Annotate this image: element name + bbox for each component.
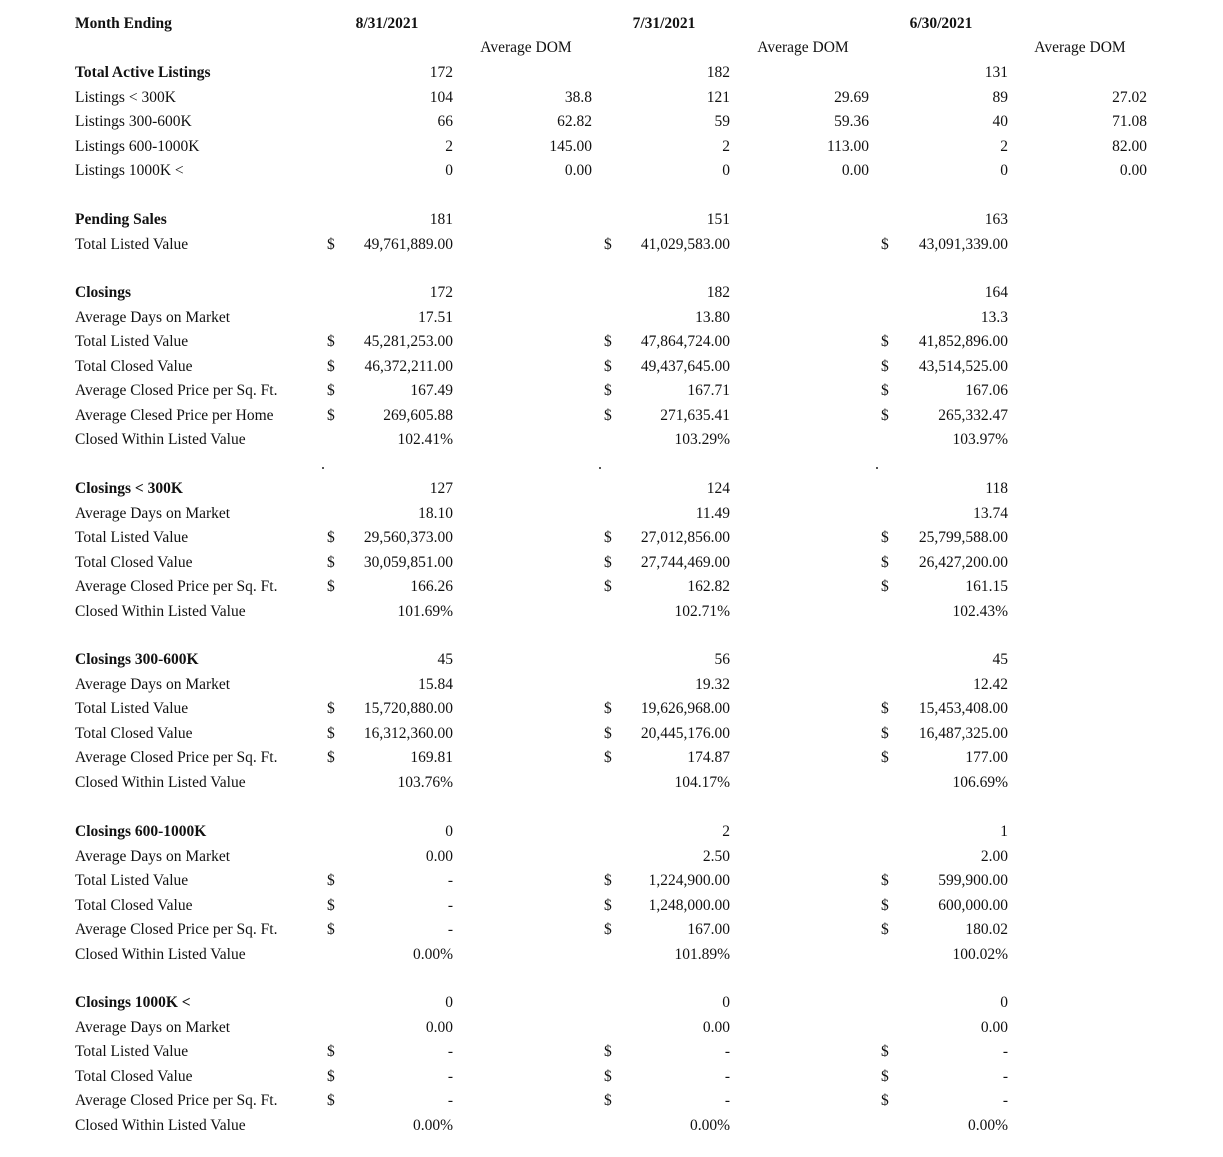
row-label: Closed Within Listed Value (75, 602, 246, 620)
currency-symbol: $ (604, 1043, 612, 1060)
value-cell: 15.84 (418, 675, 453, 693)
value-cell: 66 (437, 113, 453, 130)
value-cell: 15,720,880.00 (363, 700, 453, 717)
avg-dom-cell: 27.02 (1112, 88, 1147, 106)
value-cell: 118 (985, 480, 1008, 497)
currency-symbol: $ (604, 529, 612, 546)
month-header-2: 7/31/2021 (632, 15, 696, 32)
row-label: Average Clesed Price per Home (75, 406, 274, 424)
value-cell: 19,626,968.00 (640, 700, 730, 717)
currency-symbol: $ (604, 1067, 612, 1085)
value-cell: 167.06 (965, 382, 1008, 399)
currency-symbol: $ (327, 724, 335, 742)
currency-symbol: $ (327, 357, 335, 375)
row-label: Total Listed Value (75, 1043, 189, 1060)
currency-symbol: $ (604, 235, 612, 253)
value-cell: 0 (1000, 162, 1008, 179)
section-heading: Closings (75, 284, 131, 301)
value-cell: 13.74 (973, 504, 1008, 522)
currency-symbol: $ (604, 872, 612, 889)
value-cell: 0 (722, 162, 730, 179)
value-cell: 101.89% (674, 945, 730, 963)
currency-symbol: $ (881, 1067, 889, 1085)
currency-symbol: $ (881, 406, 889, 424)
value-cell: 172 (429, 64, 453, 81)
value-cell: 102.43% (952, 602, 1008, 620)
value-cell: 180.02 (965, 921, 1008, 938)
value-cell: 19.32 (695, 675, 730, 693)
currency-symbol: $ (604, 357, 612, 375)
value-cell: 169.81 (410, 749, 453, 766)
value-cell: 18.10 (418, 504, 453, 522)
currency-symbol: $ (327, 578, 335, 595)
value-cell: 12.42 (973, 675, 1008, 693)
value-cell: 2 (722, 137, 730, 155)
currency-symbol: $ (327, 235, 335, 253)
currency-symbol: $ (327, 529, 335, 546)
currency-symbol: $ (881, 529, 889, 546)
value-cell: 2.50 (702, 847, 730, 865)
value-cell: 103.97% (952, 431, 1008, 448)
row-label: Average Days on Market (75, 675, 231, 693)
currency-symbol: $ (327, 749, 335, 766)
currency-symbol: $ (604, 700, 612, 717)
section-heading: Closings 300-600K (75, 651, 199, 668)
row-label: Average Days on Market (75, 1018, 231, 1036)
value-cell: 265,332.47 (938, 406, 1008, 424)
row-label: Average Days on Market (75, 847, 231, 865)
currency-symbol: $ (604, 578, 612, 595)
avg-dom-cell: 62.82 (557, 113, 592, 130)
value-cell: 182 (706, 64, 730, 81)
currency-symbol: $ (327, 1092, 335, 1109)
row-label: Average Closed Price per Sq. Ft. (75, 382, 278, 399)
value-cell: 2 (1000, 137, 1008, 155)
value-cell: 41,029,583.00 (640, 235, 730, 253)
avg-dom-cell: 59.36 (834, 113, 869, 130)
avg-dom-cell: 29.69 (834, 88, 869, 106)
currency-symbol: $ (604, 406, 612, 424)
value-cell: - (447, 1067, 453, 1085)
month-header-1: 8/31/2021 (355, 15, 419, 32)
value-cell: 0.00 (702, 1018, 730, 1036)
row-label: Average Closed Price per Sq. Ft. (75, 1092, 278, 1109)
currency-symbol: $ (604, 333, 612, 350)
currency-symbol: $ (881, 357, 889, 375)
value-cell: - (724, 1092, 730, 1109)
currency-symbol: $ (881, 1092, 889, 1109)
value-cell: - (447, 872, 453, 889)
section-heading: Pending Sales (75, 211, 167, 228)
currency-symbol: $ (604, 749, 612, 766)
value-cell: 17.51 (418, 308, 453, 326)
currency-symbol: $ (327, 700, 335, 717)
value-cell: 1 (1000, 823, 1008, 840)
value-cell: 59 (714, 113, 730, 130)
value-cell: 26,427,200.00 (918, 553, 1008, 571)
value-cell: 45,281,253.00 (363, 333, 453, 350)
value-cell: 11.49 (695, 504, 730, 522)
row-label: Total Listed Value (75, 700, 189, 717)
row-label: Total Closed Value (75, 357, 193, 375)
value-cell: - (1002, 1067, 1008, 1085)
currency-symbol: $ (604, 724, 612, 742)
value-cell: 43,514,525.00 (918, 357, 1008, 375)
value-cell: 43,091,339.00 (918, 235, 1008, 253)
value-cell: 30,059,851.00 (363, 553, 453, 571)
value-cell: 0.00% (689, 1116, 730, 1134)
row-label: Closed Within Listed Value (75, 945, 246, 963)
value-cell: - (447, 1092, 453, 1109)
value-cell: 49,761,889.00 (363, 235, 453, 253)
value-cell: 46,372,211.00 (364, 357, 453, 375)
avg-dom-header-2: Average DOM (757, 39, 849, 56)
value-cell: 167.49 (410, 382, 453, 399)
value-cell: 0 (445, 162, 453, 179)
value-cell: 600,000.00 (938, 896, 1008, 914)
row-label: Average Days on Market (75, 504, 231, 522)
currency-symbol: $ (881, 333, 889, 350)
value-cell: 13.3 (980, 308, 1008, 326)
row-label: Average Days on Market (75, 308, 231, 326)
currency-symbol: $ (604, 921, 612, 938)
avg-dom-cell: 145.00 (549, 137, 592, 155)
value-cell: 151 (706, 211, 730, 228)
value-cell: - (1002, 1043, 1008, 1060)
currency-symbol: $ (881, 382, 889, 399)
avg-dom-header-3: Average DOM (1034, 39, 1126, 56)
value-cell: 101.69% (397, 602, 453, 620)
row-label: Closed Within Listed Value (75, 1116, 246, 1134)
currency-symbol: $ (327, 1043, 335, 1060)
row-label: Closed Within Listed Value (75, 773, 246, 791)
value-cell: 102.71% (674, 602, 730, 620)
month-ending-label: Month Ending (75, 15, 172, 32)
value-cell: 106.69% (952, 773, 1008, 791)
value-cell: 174.87 (687, 749, 730, 766)
currency-symbol: $ (881, 749, 889, 766)
avg-dom-cell: 0.00 (564, 162, 592, 179)
currency-symbol: $ (881, 235, 889, 253)
stray-mark (599, 467, 601, 469)
avg-dom-cell: 113.00 (826, 137, 869, 155)
month-header-3: 6/30/2021 (909, 15, 973, 32)
value-cell: 103.29% (674, 431, 730, 448)
value-cell: 47,864,724.00 (640, 333, 730, 350)
value-cell: 1,248,000.00 (648, 896, 730, 914)
value-cell: 166.26 (410, 578, 453, 595)
avg-dom-cell: 0.00 (841, 162, 869, 179)
value-cell: - (724, 1067, 730, 1085)
value-cell: - (1002, 1092, 1008, 1109)
value-cell: 2.00 (980, 847, 1008, 865)
currency-symbol: $ (327, 553, 335, 571)
value-cell: 177.00 (965, 749, 1008, 766)
currency-symbol: $ (881, 700, 889, 717)
value-cell: 163 (984, 211, 1008, 228)
value-cell: 45 (437, 651, 453, 668)
currency-symbol: $ (881, 896, 889, 914)
currency-symbol: $ (881, 578, 889, 595)
value-cell: 103.76% (397, 773, 453, 791)
row-label: Listings 300-600K (75, 113, 192, 130)
currency-symbol: $ (881, 872, 889, 889)
value-cell: 25,799,588.00 (918, 529, 1008, 546)
section-heading: Closings < 300K (75, 480, 183, 497)
value-cell: 0 (1000, 994, 1008, 1011)
value-cell: 167.00 (687, 921, 730, 938)
row-label: Total Listed Value (75, 333, 189, 350)
row-label: Total Listed Value (75, 872, 189, 889)
value-cell: 0 (445, 994, 453, 1011)
row-label: Total Closed Value (75, 724, 193, 742)
avg-dom-cell: 38.8 (564, 88, 592, 106)
value-cell: 167.71 (687, 382, 730, 399)
value-cell: 269,605.88 (383, 406, 453, 424)
value-cell: 27,744,469.00 (640, 553, 730, 571)
value-cell: 20,445,176.00 (640, 724, 730, 742)
value-cell: 0.00% (412, 1116, 453, 1134)
value-cell: 29,560,373.00 (363, 529, 453, 546)
value-cell: 164 (984, 284, 1008, 301)
row-label: Total Closed Value (75, 896, 193, 914)
avg-dom-cell: 82.00 (1112, 137, 1147, 155)
row-label: Average Closed Price per Sq. Ft. (75, 578, 278, 595)
value-cell: 162.82 (687, 578, 730, 595)
value-cell: 0 (722, 994, 730, 1011)
value-cell: 27,012,856.00 (640, 529, 730, 546)
value-cell: 2 (445, 137, 453, 155)
value-cell: 45 (992, 651, 1008, 668)
value-cell: 127 (429, 480, 453, 497)
value-cell: 124 (706, 480, 730, 497)
value-cell: - (447, 896, 453, 914)
value-cell: 1,224,900.00 (648, 872, 730, 889)
currency-symbol: $ (881, 1043, 889, 1060)
value-cell: 49,437,645.00 (640, 357, 730, 375)
value-cell: 89 (992, 88, 1008, 106)
value-cell: 0 (445, 823, 453, 840)
value-cell: 182 (706, 284, 730, 301)
section-heading: Closings 1000K < (75, 994, 191, 1011)
value-cell: 131 (984, 64, 1008, 81)
currency-symbol: $ (327, 872, 335, 889)
value-cell: 100.02% (952, 945, 1008, 963)
currency-symbol: $ (327, 406, 335, 424)
avg-dom-cell: 71.08 (1112, 113, 1147, 130)
value-cell: 2 (722, 823, 730, 840)
stray-mark (876, 467, 878, 469)
currency-symbol: $ (881, 724, 889, 742)
row-label: Total Listed Value (75, 529, 189, 546)
value-cell: 181 (429, 211, 453, 228)
currency-symbol: $ (604, 896, 612, 914)
value-cell: 0.00 (425, 1018, 453, 1036)
row-label: Closed Within Listed Value (75, 431, 246, 448)
value-cell: 0.00 (425, 847, 453, 865)
value-cell: 271,635.41 (660, 406, 730, 424)
row-label: Average Closed Price per Sq. Ft. (75, 921, 278, 938)
row-label: Total Closed Value (75, 553, 193, 571)
row-label: Listings 1000K < (75, 162, 184, 179)
value-cell: 599,900.00 (938, 872, 1008, 889)
currency-symbol: $ (327, 333, 335, 350)
value-cell: 0.00% (412, 945, 453, 963)
value-cell: - (447, 1043, 453, 1060)
value-cell: 161.15 (965, 578, 1008, 595)
currency-symbol: $ (327, 382, 335, 399)
value-cell: 41,852,896.00 (918, 333, 1008, 350)
value-cell: 13.80 (695, 308, 730, 326)
value-cell: 0.00% (967, 1116, 1008, 1134)
row-label: Listings 600-1000K (75, 137, 200, 155)
value-cell: 40 (992, 113, 1008, 130)
row-label: Total Listed Value (75, 235, 189, 253)
stray-mark (322, 467, 324, 469)
value-cell: 102.41% (397, 431, 453, 448)
row-label: Listings < 300K (75, 88, 176, 106)
value-cell: 56 (714, 651, 730, 668)
currency-symbol: $ (327, 921, 335, 938)
value-cell: - (447, 921, 453, 938)
value-cell: 172 (429, 284, 453, 301)
avg-dom-cell: 0.00 (1119, 162, 1147, 179)
value-cell: 104 (429, 88, 453, 106)
avg-dom-header-1: Average DOM (480, 39, 572, 56)
currency-symbol: $ (881, 921, 889, 938)
currency-symbol: $ (881, 553, 889, 571)
value-cell: 0.00 (980, 1018, 1008, 1036)
row-label: Total Closed Value (75, 1067, 193, 1085)
currency-symbol: $ (327, 896, 335, 914)
row-label: Average Closed Price per Sq. Ft. (75, 749, 278, 766)
value-cell: 16,487,325.00 (918, 724, 1008, 742)
value-cell: 16,312,360.00 (363, 724, 453, 742)
currency-symbol: $ (604, 382, 612, 399)
currency-symbol: $ (327, 1067, 335, 1085)
value-cell: 104.17% (674, 773, 730, 791)
section-heading: Total Active Listings (75, 64, 211, 81)
section-heading: Closings 600-1000K (75, 823, 207, 840)
currency-symbol: $ (604, 1092, 612, 1109)
currency-symbol: $ (604, 553, 612, 571)
value-cell: - (724, 1043, 730, 1060)
value-cell: 121 (706, 88, 730, 106)
value-cell: 15,453,408.00 (918, 700, 1008, 717)
